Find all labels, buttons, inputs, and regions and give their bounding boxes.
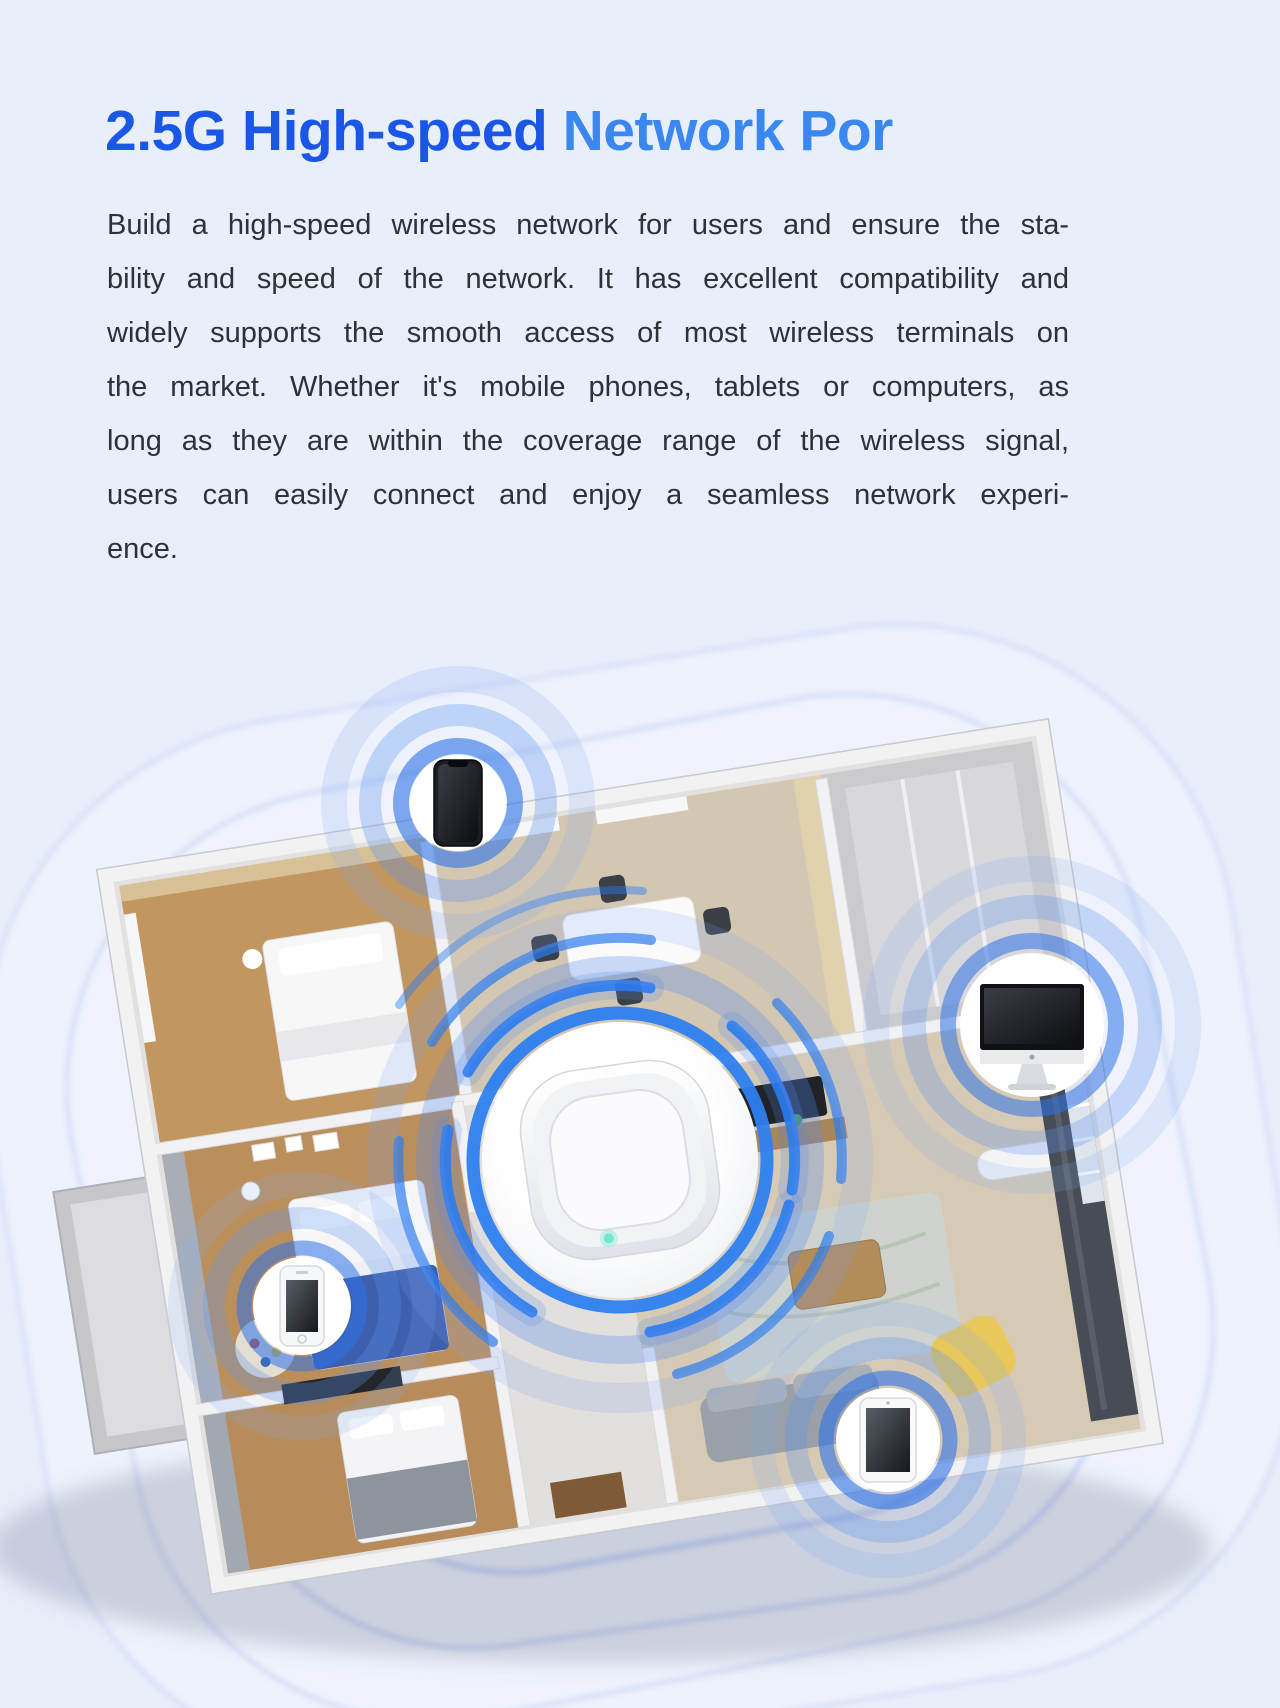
title-secondary: Network Por	[562, 99, 893, 163]
paragraph-line: the market. Whether it's mobile phones, tablets or computers, as	[107, 371, 1069, 403]
paragraph-line: Build a high-speed wireless network for users and ensure the sta-	[107, 209, 1069, 241]
paragraph-line: users can easily connect and enjoy a seamless network experi-	[107, 479, 1069, 511]
paragraph-line: bility and speed of the network. It has excellent compatibility and	[107, 263, 1069, 295]
device-tablet-bottom	[762, 1314, 1014, 1566]
paragraph-line: widely supports the smooth access of most wireless terminals on	[107, 317, 1069, 349]
feature-description	[107, 198, 1069, 576]
tablet-icon	[860, 1398, 916, 1482]
paragraph-line: long as they are within the coverage range of the wireless signal,	[107, 425, 1069, 457]
title-primary: 2.5G High-speed	[105, 99, 563, 163]
paragraph-line: ence.	[107, 533, 178, 565]
smartphone-icon	[280, 1266, 324, 1346]
device-desktop-right	[876, 869, 1188, 1181]
access-point-icon	[513, 1053, 728, 1268]
smartphone-icon	[434, 760, 482, 846]
device-smartphone-top	[334, 679, 582, 927]
page-title	[105, 98, 893, 164]
wifi-coverage-illustration	[0, 588, 1280, 1708]
